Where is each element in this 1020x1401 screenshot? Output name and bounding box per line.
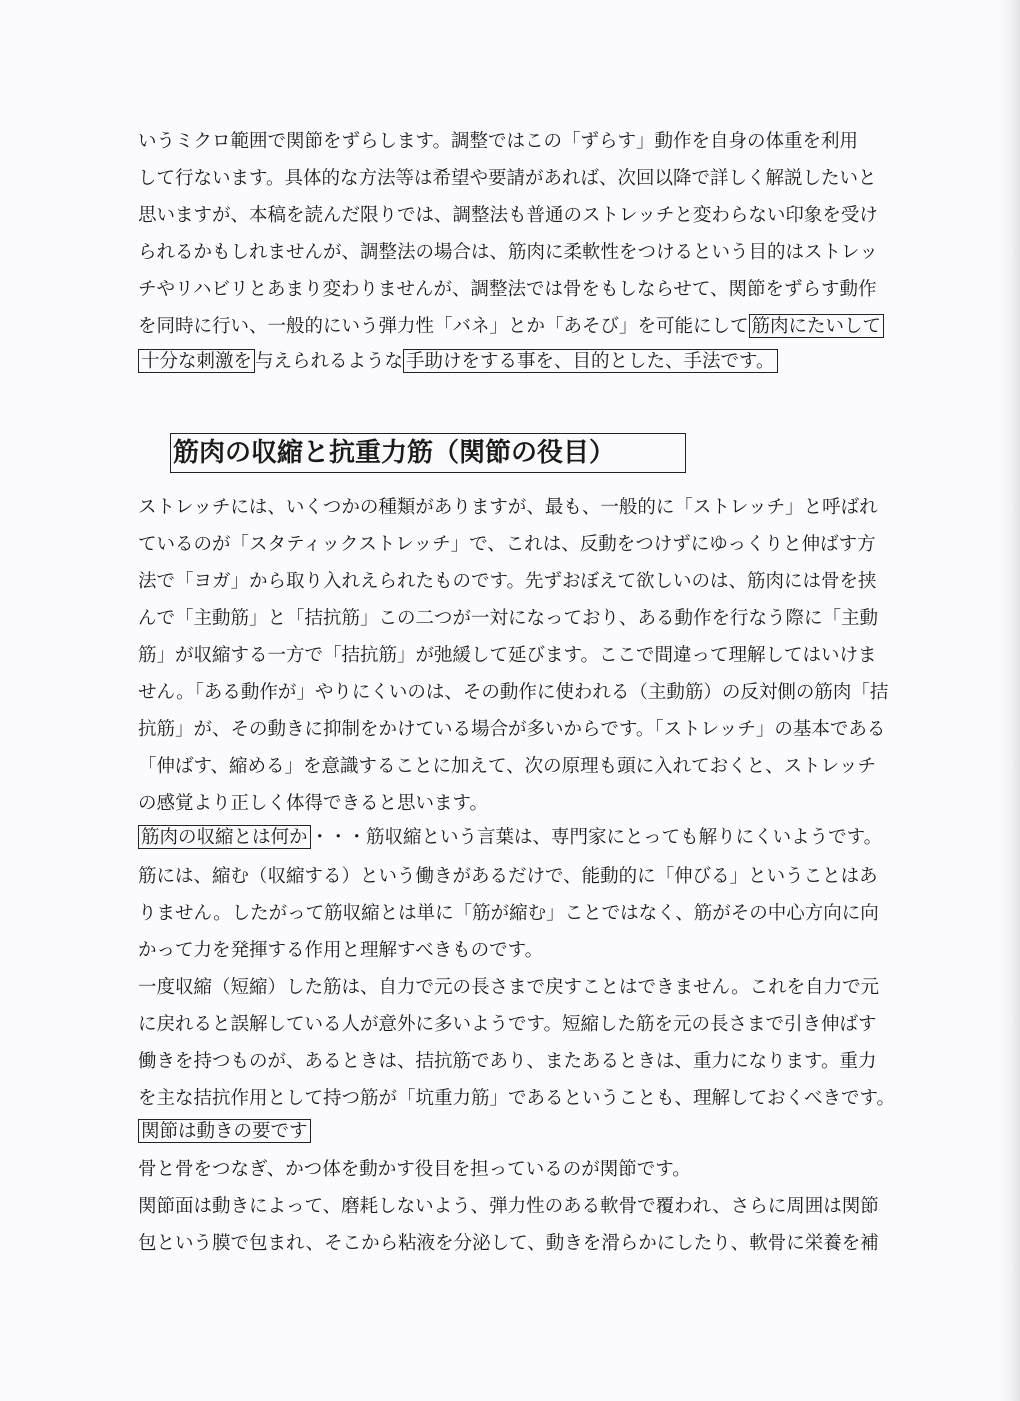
text-line — [138, 827, 950, 851]
text-line — [138, 316, 950, 340]
boxed-phrase: 十分な刺激を — [138, 349, 255, 373]
text-line: んで「主動筋」と「拮抗筋」この二つが一対になっており、ある動作を行なう際に「主動 — [138, 608, 879, 629]
boxed-phrase: 手助けをする事を、目的とした、手法です。 — [403, 349, 778, 373]
text-line: に戻れると誤解している人が意外に多いようです。短縮した筋を元の長さまで引き伸ばす — [138, 1014, 877, 1035]
text-line: 関節面は動きによって、磨耗しないよう、弾力性のある軟骨で覆われ、さらに周囲は関節 — [138, 1196, 879, 1217]
page-edge-shadow — [998, 0, 1020, 1401]
boxed-phrase: 筋肉の収縮とは何か — [138, 825, 311, 849]
text-line: 抗筋」が、その動きに抑制をかけている場合が多いからです。「ストレッチ」の基本である — [138, 719, 886, 740]
text-line: ているのが「スタティックストレッチ」で、これは、反動をつけずにゆっくりと伸ばす方 — [138, 534, 876, 555]
boxed-phrase: 関節は動きの要です — [138, 1119, 311, 1143]
text-line: 一度収縮（短縮）した筋は、自力で元の長さまで戻すことはできません。これを自力で元 — [138, 977, 880, 998]
text-span: を同時に行い、一般的にいう弾力性「バネ」とか「あそび」を可能にして — [138, 316, 749, 337]
text-line: かって力を発揮する作用と理解すべきものです。 — [138, 940, 544, 961]
text-line: 働きを持つものが、あるときは、拮抗筋であり、またあるときは、重力になります。重力 — [138, 1051, 877, 1072]
text-line: を主な拮抗作用として持つ筋が「坑重力筋」であるということも、理解しておくべきです。 — [138, 1088, 896, 1109]
text-line — [138, 351, 950, 375]
section-heading: 筋肉の収縮と抗重力筋（関節の役目） — [170, 433, 686, 473]
text-line: 法で「ヨガ」から取り入れえられたものです。先ずおぼえて欲しいのは、筋肉には骨を挟 — [138, 571, 877, 592]
text-line: チやリハビリとあまり変わりませんが、調整法では骨をもしならせて、関節をずらす動作 — [138, 279, 877, 300]
text-line: られるかもしれませんが、調整法の場合は、筋肉に柔軟性をつけるという目的はストレッ — [138, 242, 878, 263]
text-line: 筋」が収縮する一方で「拮抗筋」が弛緩して延びます。ここで間違って理解してはいけま — [138, 645, 877, 666]
text-line: 包という膜で包まれ、そこから粘液を分泌して、動きを滑らかにしたり、軟骨に栄養を補 — [138, 1233, 879, 1254]
text-line: 思いますが、本稿を読んだ限りでは、調整法も普通のストレッチと変わらない印象を受け — [138, 205, 878, 226]
text-line: せん。「ある動作が」やりにくいのは、その動作に使われる（主動筋）の反対側の筋肉「拮 — [138, 682, 889, 703]
text-line: りません。したがって筋収縮とは単に「筋が縮む」ことではなく、筋がその中心方向に向 — [138, 903, 879, 924]
text-line: いうミクロ範囲で関節をずらします。調整ではこの「ずらす」動作を自身の体重を利用 — [138, 131, 859, 152]
text-line: 筋には、縮む（収縮する）という働きがあるだけで、能動的に「伸びる」ということはあ — [138, 866, 878, 887]
text-line: の感覚より正しく体得できると思います。 — [138, 793, 489, 814]
text-line: ストレッチには、いくつかの種類がありますが、最も、一般的に「ストレッチ」と呼ばれ — [138, 497, 878, 518]
text-line: 「伸ばす、縮める」を意識することに加えて、次の原理も頭に入れておくと、ストレッチ — [138, 756, 876, 777]
text-span: ・・・筋収縮という言葉は、専門家にとっても解りにくいようです。 — [310, 827, 883, 848]
text-line: 骨と骨をつなぎ、かつ体を動かす役目を担っているのが関節です。 — [138, 1159, 691, 1180]
text-line: して行ないます。具体的な方法等は希望や要請があれば、次回以降で詳しく解説したいと — [138, 168, 877, 189]
boxed-phrase: 筋肉にたいして — [749, 314, 885, 338]
text-span: 与えられるような — [255, 351, 404, 372]
text-line — [138, 1121, 950, 1145]
